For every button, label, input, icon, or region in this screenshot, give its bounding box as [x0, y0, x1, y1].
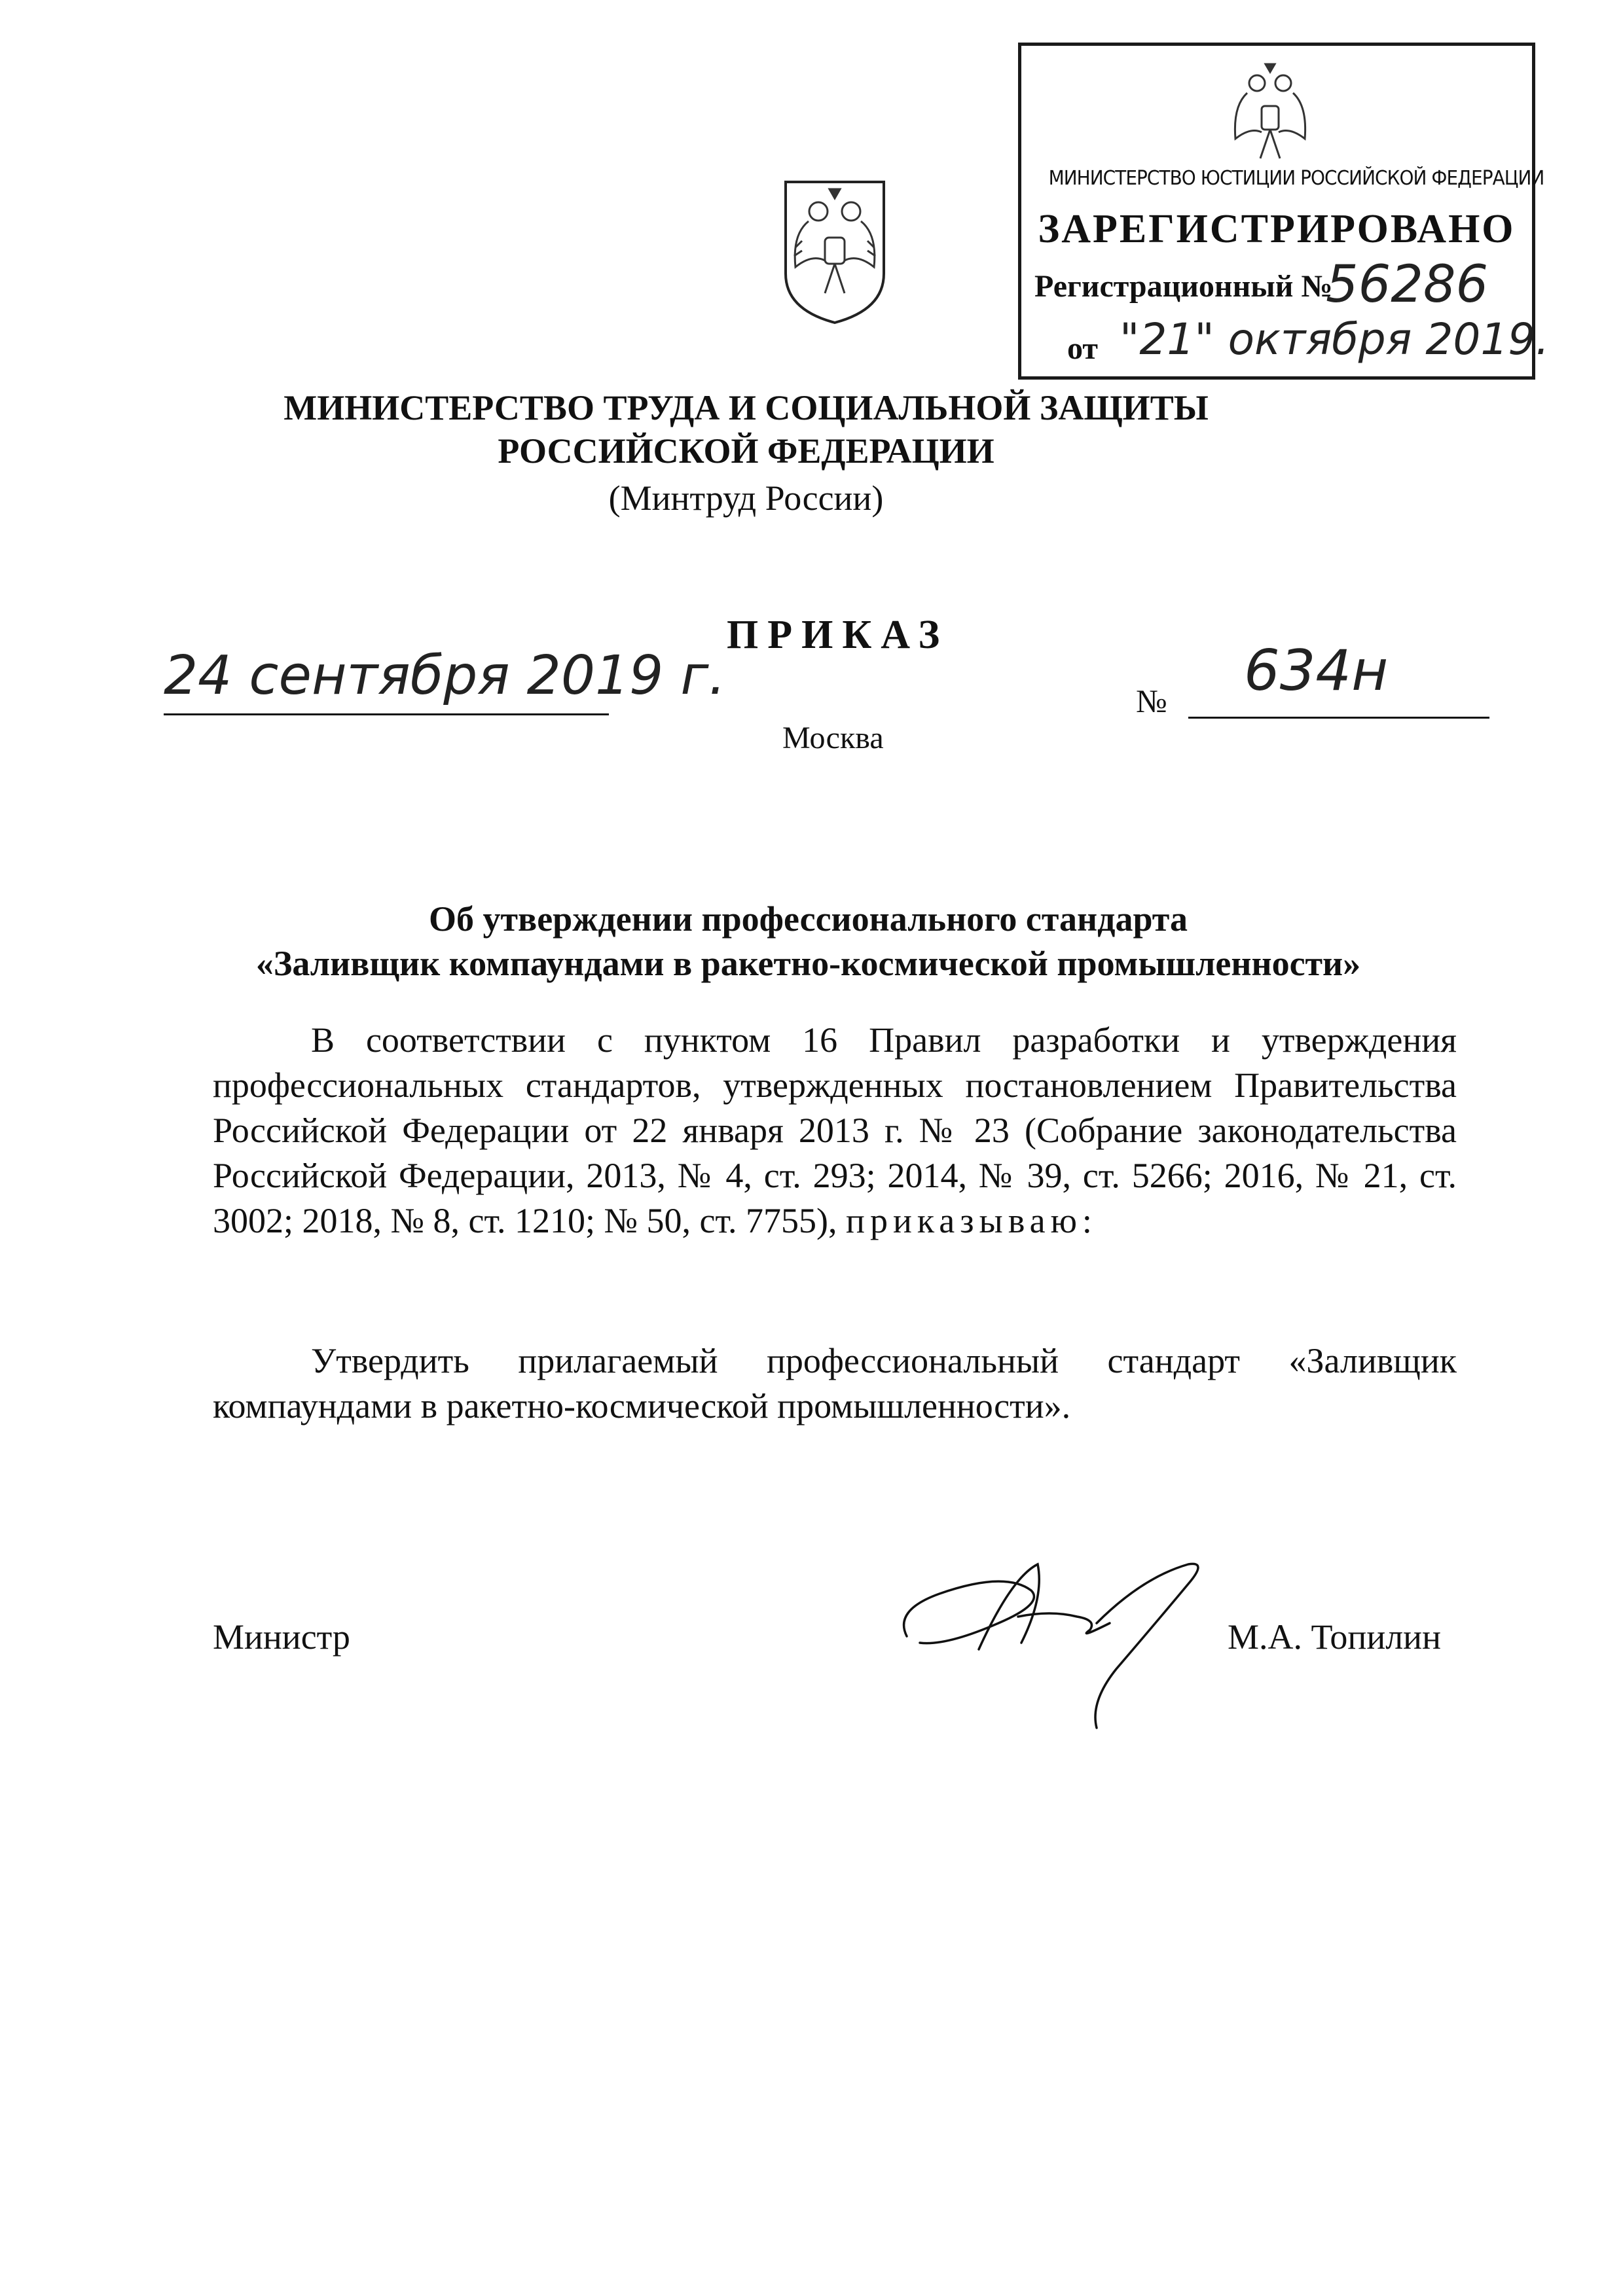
ministry-line-2: РОССИЙСКОЙ ФЕДЕРАЦИИ [498, 431, 994, 471]
stamp-emblem-icon [1221, 54, 1319, 165]
paragraph-2-text: Утвердить прилагаемый профессиональный стандарт «Заливщик компаундами в ракетно-космической промышленности». [213, 1341, 1457, 1426]
ministry-line-1: МИНИСТЕРСТВО ТРУДА И СОЦИАЛЬНОЙ ЗАЩИТЫ [283, 388, 1209, 427]
subject-line-2: «Заливщик компаундами в ракетно-космической промышленности» [255, 944, 1361, 983]
body-paragraph-1 [213, 1018, 1457, 1244]
order-city: Москва [782, 721, 884, 755]
order-subject [0, 897, 1623, 986]
body-paragraph-2 [213, 1338, 1457, 1429]
stamp-reg-label: Регистрационный № [1034, 269, 1333, 304]
order-date-underline [164, 713, 609, 715]
ministry-short-name: (Минтруд России) [608, 478, 884, 518]
subject-line-1: Об утверждении профессионального стандарта [429, 899, 1188, 939]
coat-of-arms-emblem [773, 175, 897, 326]
stamp-reg-number: 56286 [1326, 255, 1489, 314]
order-number-underline [1188, 717, 1489, 719]
stamp-date-value: "21" октября 2019. [1120, 314, 1550, 365]
order-number: 634н [1244, 638, 1389, 704]
paragraph-1-text: В соответствии с пунктом 16 Правил разработки и утверждения профессиональных стандартов, утвержденных постановлением Правительства Российской Федерации от 22 января 2013 г. № 23 (Собрание законодательства Российской Федерации, 2013, № 4, ст. 293; 2014, № 39, ст. 5266; 2016, № 21, ст. 3002; 2018, № 8, ст. 1210; № 50, ст. 7755), [213, 1020, 1457, 1240]
registration-stamp [1018, 43, 1550, 380]
paragraph-1-order-word: приказываю: [846, 1201, 1097, 1240]
stamp-ministry-name: МИНИСТЕРСТВО ЮСТИЦИИ РОССИЙСКОЙ ФЕДЕРАЦИИ [1048, 167, 1544, 190]
stamp-status: ЗАРЕГИСТРИРОВАНО [1038, 207, 1516, 251]
ministry-name [0, 386, 1623, 473]
order-title: ПРИКАЗ [727, 613, 949, 657]
handwritten-signature [881, 1538, 1221, 1734]
stamp-date-label: от [1067, 331, 1098, 366]
signatory-name: М.А. Топилин [1228, 1617, 1441, 1657]
signatory-position: Министр [213, 1617, 350, 1657]
order-date: 24 сентября 2019 г. [164, 645, 726, 707]
order-number-label: № [1136, 683, 1167, 719]
